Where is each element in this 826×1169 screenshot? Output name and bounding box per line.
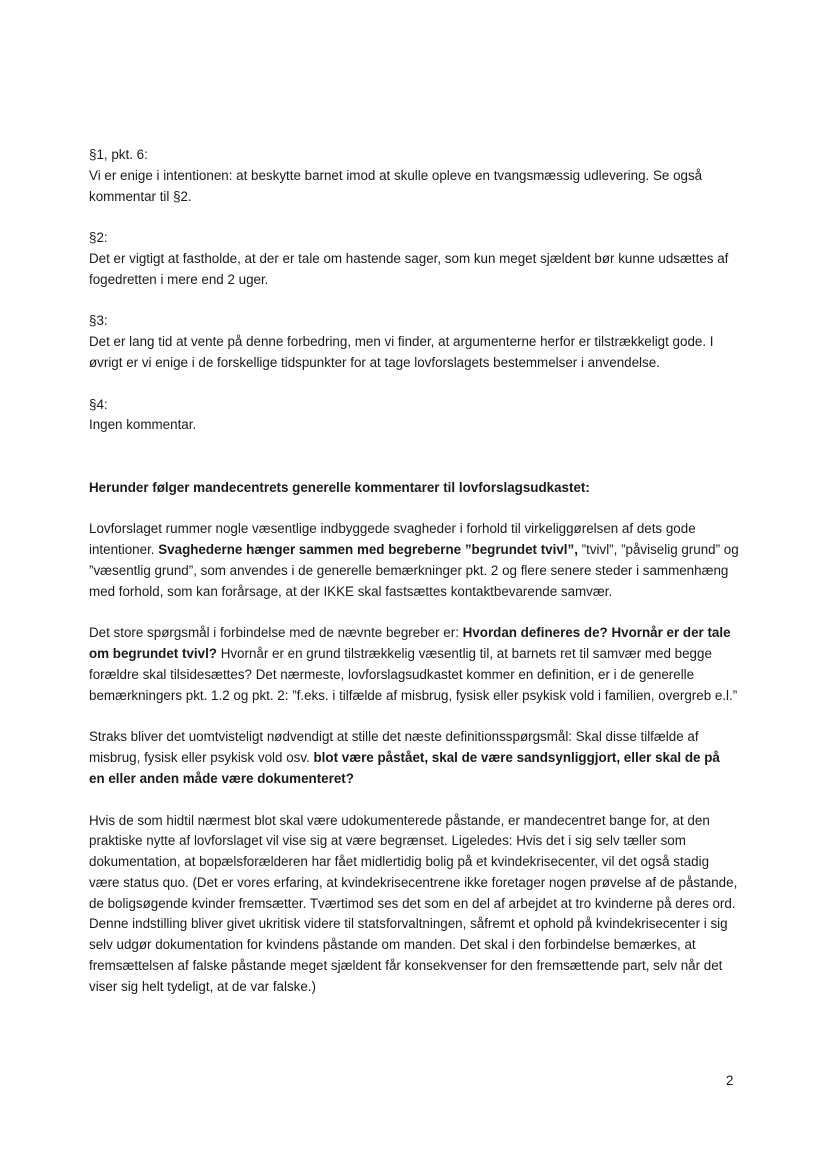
section-text: Ingen kommentar. [89,417,197,433]
paragraph-documentation-question: Straks bliver det uomtvisteligt nødvendigt at stille det næste definitionsspørgsmål: Skal disse tilfælde af misbrug, fysisk eller psykisk vold osv. blot være påstået, skal de være sandsynliggjort, eller skal de på en eller anden måde være dokumenteret? [89,729,720,786]
section-3 [89,311,739,373]
section-text: Det er vigtigt at fastholde, at der er tale om hastende sager, som kun meget sjældent bør kunne udsættes af fogedretten i mere end 2 uger. [89,250,729,287]
section-heading: §1, pkt. 6: [89,147,148,162]
section-1 [89,145,739,207]
document-body [89,145,739,998]
section-text: Vi er enige i intentionen: at beskytte barnet imod at skulle opleve en tvangsmæssig udlevering. Se også kommentar til §2. [89,167,703,204]
section-heading: §3: [89,313,108,329]
section-2 [89,228,739,290]
paragraph-crisis-center: Hvis de som hidtil nærmest blot skal være udokumenterede påstande, er mandecentret bange for, at den praktiske nytte af lovforslaget vil vise sig at være begrænset. Ligeledes: Hvis det i sig selv tæller som dokumentation, at bopælsforælderen har fået midlertidig bolig på et kvindekrisecenter, vil det også stadig være status quo. (Det er vores erfaring, at kvindekrisecentrene ikke foretager nogen prøvelse af de påstande, de boligsøgende kvinder fremsætter. Tværtimod ses det som en del af arbejdet at tro kvinderne på deres ord. Denne indstilling bliver givet ukritisk videre til statsforvaltningen, såfremt et ophold på kvindekrisecenter i sig selv udgør dokumentation for kvindens påstande om manden. Det skal i den forbindelse bemærkes, at fremsættelsen af falske påstande meget sjældent får konsekvenser for den fremsættende part, selv når det viser sig helt tydeligt, at de var falske.) [89,812,738,994]
general-comments-heading: Herunder følger mandecentrets generelle kommentarer til lovforslagsudkastet: [89,479,590,495]
paragraph-definition-question: Det store spørgsmål i forbindelse med de nævnte begreber er: Hvordan defineres de? Hvornår er der tale om begrundet tvivl? Hvornår er en grund tilstrækkelig væsentlig til, at barnets ret til samvær med begge forældre skal tilsidesættes? Det nærmeste, lovforslagsudkastet kommer en definition, er i de generelle bemærkningers pkt. 1.2 og pkt. 2: ”f.eks. i tilfælde af misbrug, fysisk eller psykisk vold i familien, overgreb e.l.” [89,625,738,703]
page-number: 2 [726,1073,734,1088]
paragraph-weaknesses: Lovforslaget rummer nogle væsentlige indbyggede svagheder i forhold til virkeliggørelsen af dets gode intentioner. Svaghederne hænger sammen med begreberne ”begrundet tvivl”, ”tvivl”, ”påviselig grund” og ”væsentlig grund”, som anvendes i de generelle bemærkninger pkt. 2 og flere senere steder i sammenhæng med forhold, som kan forårsage, at der IKKE skal fastsættes kontaktbevarende samvær. [89,521,739,599]
section-4 [89,395,739,437]
section-heading: §4: [89,396,108,412]
section-heading: §2: [89,230,108,246]
section-text: Det er lang tid at vente på denne forbedring, men vi finder, at argumenterne herfor er tilstrækkeligt gode. I øvrigt er vi enige i de forskellige tidspunkter for at tage lovforslagets bestemmelser i anvendelse. [89,334,714,370]
